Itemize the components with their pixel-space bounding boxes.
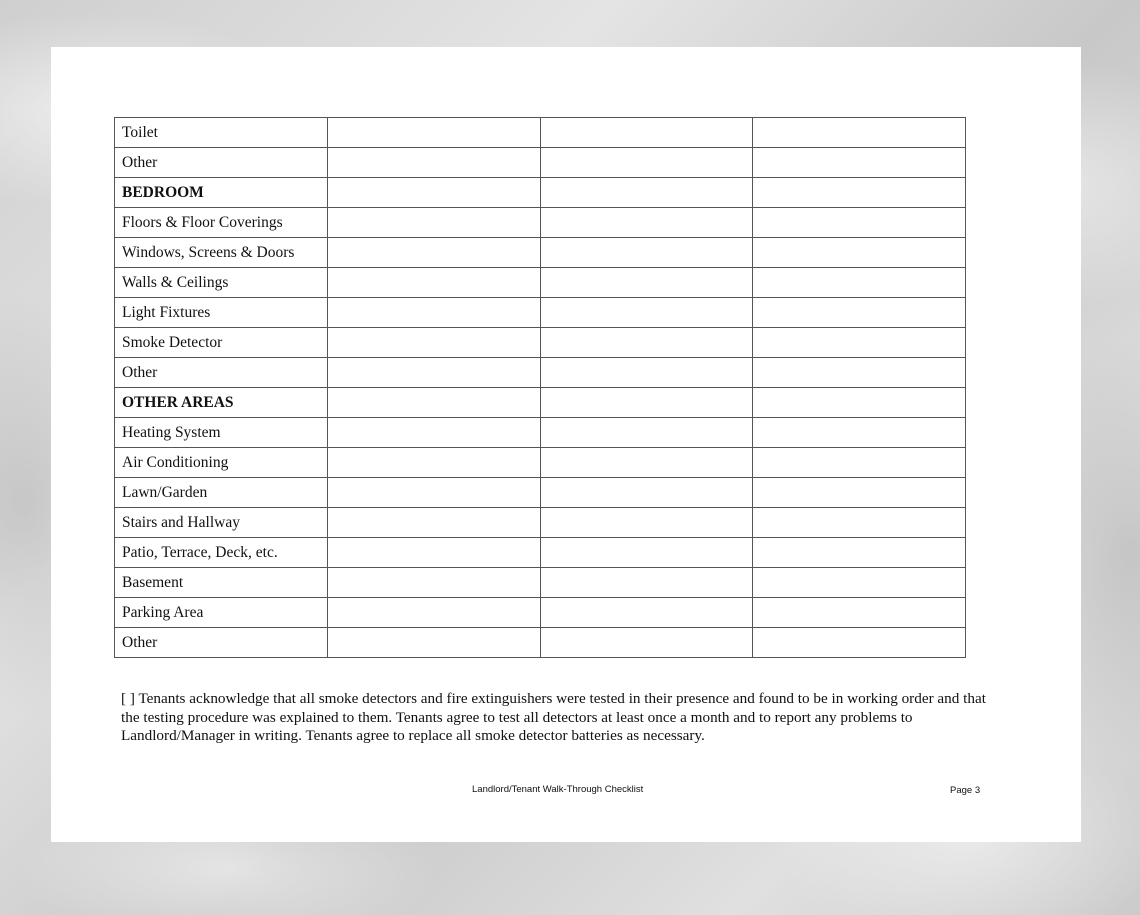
condition-cell[interactable] — [540, 148, 753, 178]
condition-cell[interactable] — [753, 328, 966, 358]
footer-page-number: Page 3 — [950, 785, 981, 796]
item-label: Toilet — [115, 118, 328, 148]
condition-cell[interactable] — [540, 478, 753, 508]
condition-cell[interactable] — [753, 568, 966, 598]
section-label: OTHER AREAS — [115, 388, 328, 418]
table-row — [115, 148, 966, 178]
condition-cell[interactable] — [540, 538, 753, 568]
footer-document-title: Landlord/Tenant Walk-Through Checklist — [472, 784, 644, 795]
document-page — [51, 47, 1081, 842]
item-label: Heating System — [115, 418, 328, 448]
condition-cell[interactable] — [753, 508, 966, 538]
condition-cell[interactable] — [753, 598, 966, 628]
table-row — [115, 418, 966, 448]
table-row — [115, 328, 966, 358]
condition-cell[interactable] — [753, 448, 966, 478]
condition-cell[interactable] — [540, 418, 753, 448]
condition-cell[interactable] — [540, 328, 753, 358]
section-label: BEDROOM — [115, 178, 328, 208]
section-header-row — [115, 178, 966, 208]
condition-cell[interactable] — [540, 118, 753, 148]
condition-cell[interactable] — [753, 208, 966, 238]
condition-cell[interactable] — [540, 568, 753, 598]
condition-cell[interactable] — [753, 358, 966, 388]
condition-cell[interactable] — [328, 328, 541, 358]
condition-cell[interactable] — [540, 208, 753, 238]
table-row — [115, 358, 966, 388]
condition-cell[interactable] — [540, 448, 753, 478]
condition-cell[interactable] — [540, 238, 753, 268]
condition-cell[interactable] — [753, 268, 966, 298]
table-row — [115, 568, 966, 598]
condition-cell[interactable] — [753, 118, 966, 148]
item-label: Windows, Screens & Doors — [115, 238, 328, 268]
item-label: Other — [115, 148, 328, 178]
condition-cell[interactable] — [540, 358, 753, 388]
condition-cell[interactable] — [753, 388, 966, 418]
condition-cell[interactable] — [753, 628, 966, 658]
condition-cell[interactable] — [328, 538, 541, 568]
condition-cell[interactable] — [540, 268, 753, 298]
item-label: Stairs and Hallway — [115, 508, 328, 538]
table-row — [115, 628, 966, 658]
item-label: Other — [115, 358, 328, 388]
item-label: Lawn/Garden — [115, 478, 328, 508]
walkthrough-checklist-table — [114, 117, 966, 658]
item-label: Parking Area — [115, 598, 328, 628]
condition-cell[interactable] — [328, 118, 541, 148]
item-label: Air Conditioning — [115, 448, 328, 478]
condition-cell[interactable] — [540, 628, 753, 658]
acknowledgement-checkbox[interactable]: [ ] — [121, 690, 135, 707]
condition-cell[interactable] — [328, 628, 541, 658]
condition-cell[interactable] — [753, 538, 966, 568]
condition-cell[interactable] — [540, 178, 753, 208]
condition-cell[interactable] — [328, 598, 541, 628]
table-row — [115, 268, 966, 298]
item-label: Floors & Floor Coverings — [115, 208, 328, 238]
table-row — [115, 598, 966, 628]
condition-cell[interactable] — [753, 178, 966, 208]
condition-cell[interactable] — [328, 478, 541, 508]
condition-cell[interactable] — [540, 388, 753, 418]
condition-cell[interactable] — [540, 508, 753, 538]
item-label: Other — [115, 628, 328, 658]
condition-cell[interactable] — [753, 148, 966, 178]
checklist-body — [115, 118, 966, 658]
condition-cell[interactable] — [540, 298, 753, 328]
condition-cell[interactable] — [328, 358, 541, 388]
table-row — [115, 448, 966, 478]
condition-cell[interactable] — [540, 598, 753, 628]
table-row — [115, 508, 966, 538]
table-row — [115, 118, 966, 148]
table-row — [115, 478, 966, 508]
condition-cell[interactable] — [328, 388, 541, 418]
table-row — [115, 298, 966, 328]
condition-cell[interactable] — [753, 238, 966, 268]
condition-cell[interactable] — [328, 148, 541, 178]
condition-cell[interactable] — [328, 418, 541, 448]
table-row — [115, 538, 966, 568]
condition-cell[interactable] — [753, 298, 966, 328]
table-row — [115, 208, 966, 238]
item-label: Smoke Detector — [115, 328, 328, 358]
condition-cell[interactable] — [328, 568, 541, 598]
condition-cell[interactable] — [328, 238, 541, 268]
condition-cell[interactable] — [328, 448, 541, 478]
condition-cell[interactable] — [753, 418, 966, 448]
item-label: Walls & Ceilings — [115, 268, 328, 298]
condition-cell[interactable] — [753, 478, 966, 508]
item-label: Basement — [115, 568, 328, 598]
item-label: Patio, Terrace, Deck, etc. — [115, 538, 328, 568]
item-label: Light Fixtures — [115, 298, 328, 328]
section-header-row — [115, 388, 966, 418]
condition-cell[interactable] — [328, 508, 541, 538]
condition-cell[interactable] — [328, 268, 541, 298]
smoke-detector-acknowledgement — [121, 690, 1001, 746]
condition-cell[interactable] — [328, 208, 541, 238]
table-row — [115, 238, 966, 268]
acknowledgement-text: Tenants acknowledge that all smoke detectors and fire extinguishers were tested in their presence and found to be in working order and that the testing procedure was explained to them. Tenants agree to test all detectors at least once a month and to report any problems to Landlord/Manager in writing. Tenants agree to replace all smoke detector batteries as necessary. — [121, 690, 986, 744]
condition-cell[interactable] — [328, 298, 541, 328]
condition-cell[interactable] — [328, 178, 541, 208]
